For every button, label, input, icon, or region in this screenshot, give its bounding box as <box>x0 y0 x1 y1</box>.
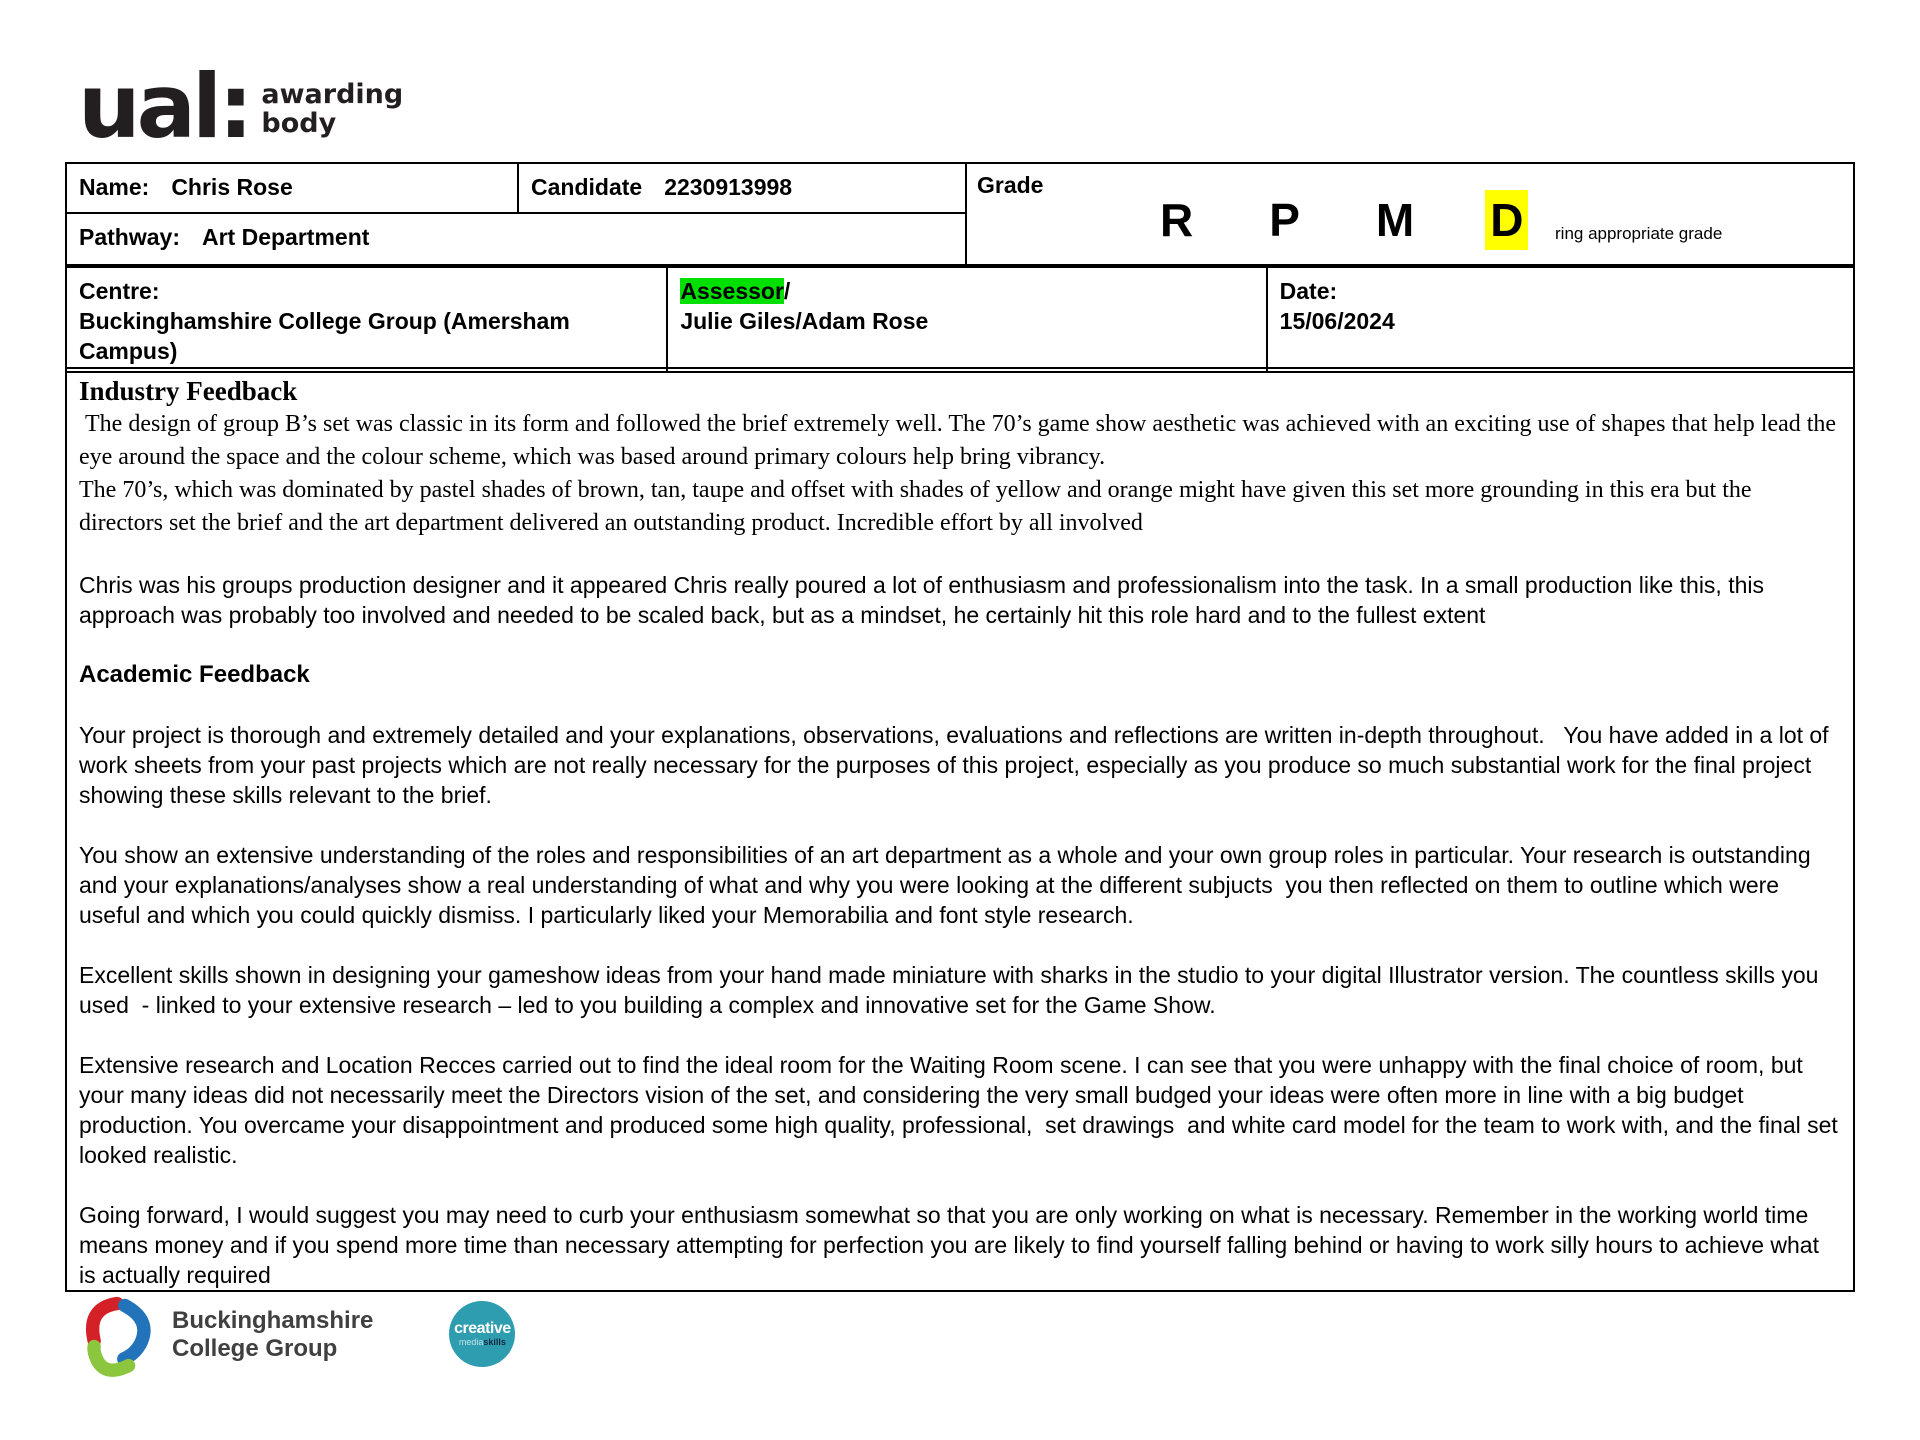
academic-feedback-paragraph-5: Going forward, I would suggest you may need to curb your enthusiasm somewhat so that you are only working on what is necessary. Remember in the working world time means money and if you spend more time than necessary attempting for perfection you are likely to find yourself falling behind or having to work silly hours to achieve what is actually required <box>79 1202 1826 1288</box>
college-name-line1: Buckinghamshire <box>172 1307 374 1334</box>
centre-value: Buckinghamshire College Group (Amersham Campus) <box>79 308 570 364</box>
creative-media-text: media <box>458 1336 484 1347</box>
assessor-cell <box>668 268 1267 371</box>
academic-feedback-heading: Academic Feedback <box>79 661 310 688</box>
grade-cell <box>967 164 1853 264</box>
buckinghamshire-college-group-icon <box>80 1293 158 1379</box>
industry-feedback-heading: Industry Feedback <box>79 376 298 406</box>
creative-badge-line2 <box>459 1337 506 1348</box>
industry-feedback-paragraph-1: The design of group B’s set was classic in its form and followed the brief extremely well. The 70’s game show aesthetic was achieved with an exciting use of shapes that help lead the eye around the space and the colour scheme, which was based around primary colours help bring vibrancy. <box>79 411 1843 470</box>
date-cell <box>1268 268 1853 371</box>
candidate-cell <box>519 164 965 212</box>
pathway-value: Art Department <box>201 224 370 250</box>
grade-options <box>1155 190 1528 250</box>
academic-feedback-paragraph-3: Excellent skills shown in designing your gameshow ideas from your hand made miniature with sharks in the studio to your digital Illustrator version. The countless skills you used - linked to your extensive research – led to you building a complex and innovative set for the Game Show. <box>79 962 1825 1018</box>
name-value: Chris Rose <box>171 174 293 200</box>
ual-awarding-body-logo <box>78 55 404 158</box>
assessor-slash: / <box>783 278 791 304</box>
industry-feedback-paragraph-2: The 70’s, which was dominated by pastel shades of brown, tan, taupe and offset with shades of yellow and orange might have given this set more grounding in this era but the directors set the brief and the art department delivered an outstanding product. Incredible effort by all involved <box>79 477 1758 536</box>
date-value: 15/06/2024 <box>1279 308 1395 334</box>
name-cell <box>67 164 519 212</box>
grade-instruction-note: ring appropriate grade <box>1555 224 1723 243</box>
assessor-names: Julie Giles/Adam Rose <box>680 308 929 334</box>
header-left-section <box>67 164 967 264</box>
industry-feedback-paragraph-3: Chris was his groups production designer and it appeared Chris really poured a lot of enthusiasm and professionalism into the task. In a small production like this, this approach was probably too involved and needed to be scaled back, but as a mindset, he certainly hit this role hard and to the fullest extent <box>79 572 1771 628</box>
grade-option-m: M <box>1375 194 1415 246</box>
creative-mediaskills-badge <box>449 1301 515 1367</box>
candidate-label: Candidate <box>531 174 643 200</box>
grade-label: Grade <box>977 172 1044 198</box>
creative-skills-text: skills <box>483 1336 506 1347</box>
ual-logo-subtext <box>261 80 403 138</box>
ual-logo-mark: ual: <box>78 55 250 158</box>
feedback-box <box>65 367 1855 1292</box>
footer-logos <box>80 1293 515 1379</box>
academic-feedback-paragraph-1: Your project is thorough and extremely detailed and your explanations, observations, evaluations and reflections are written in-depth throughout. You have added in a lot of work sheets from your past projects which are not really necessary for the purposes of this project, especially as you produce so much substantial work for the final project showing these skills relevant to the brief. <box>79 722 1835 808</box>
grade-option-r: R <box>1160 194 1194 246</box>
assessor-label-highlighted: Assessor <box>680 278 784 304</box>
header-top-rows <box>65 162 1855 268</box>
pathway-label: Pathway: <box>79 224 180 250</box>
candidate-number: 2230913998 <box>664 174 793 200</box>
buckinghamshire-college-group-wordmark <box>172 1307 373 1363</box>
name-label: Name: <box>79 174 150 200</box>
creative-badge-line1: creative <box>454 1319 511 1337</box>
grade-option-p: P <box>1269 194 1300 246</box>
academic-feedback-paragraph-2: You show an extensive understanding of the roles and responsibilities of an art department as a whole and your own group roles in particular. Your research is outstanding and your explanations/analyses show a real understanding of what and why you were looking at the different subjucts you then reflected on them to outline which were useful and which you could quickly dismiss. I particularly liked your Memorabilia and font style research. <box>79 842 1824 928</box>
centre-label: Centre: <box>79 278 160 304</box>
name-candidate-row <box>67 164 965 214</box>
academic-feedback-paragraph-4: Extensive research and Location Recces carried out to find the ideal room for the Waiting Room scene. I can see that you were unhappy with the final choice of room, but your many ideas did not necessarily meet the Directors vision of the set, and considering the very small budged your ideas were often more in line with a big budget production. You overcame your disappointment and produced some high quality, professional, set drawings and white card model for the team to work with, and the final set looked realistic. <box>79 1052 1845 1168</box>
centre-assessor-date-row <box>65 268 1855 373</box>
date-label: Date: <box>1279 278 1338 304</box>
college-name-line2: College Group <box>172 1335 338 1362</box>
ual-logo-subtext-line1: awarding <box>261 79 404 110</box>
grade-option-d-selected: D <box>1485 190 1528 250</box>
candidate-header-table <box>65 162 1855 373</box>
centre-cell <box>67 268 668 371</box>
ual-logo-subtext-line2: body <box>261 108 337 139</box>
assessor-label-line <box>680 276 1253 306</box>
pathway-cell <box>67 214 965 262</box>
